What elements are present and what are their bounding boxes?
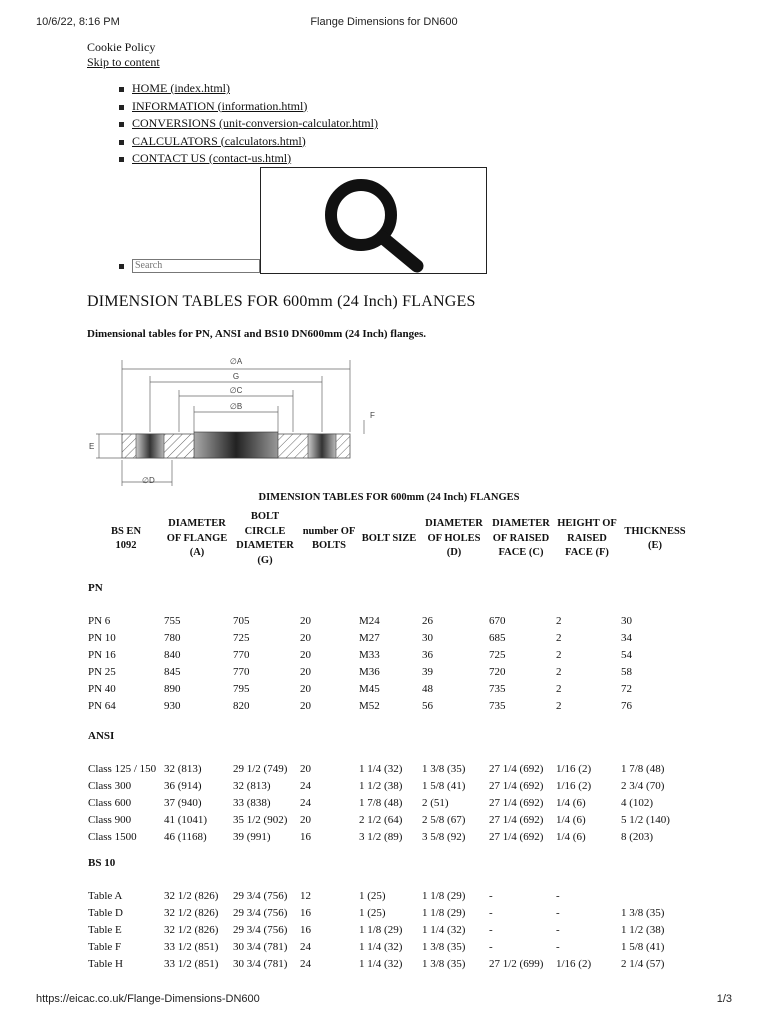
table-cell: 2 bbox=[556, 632, 562, 644]
nav-item-information bbox=[118, 98, 378, 116]
table-cell: 16 bbox=[300, 907, 311, 919]
table-caption: DIMENSION TABLES FOR 600mm (24 Inch) FLANGES bbox=[258, 492, 520, 503]
table-cell: 20 bbox=[300, 632, 311, 644]
table-cell: 735 bbox=[489, 700, 506, 712]
table-cell: - bbox=[556, 924, 560, 936]
table-cell: 1 5/8 (41) bbox=[422, 780, 466, 792]
table-cell: 24 bbox=[300, 797, 311, 809]
table-row bbox=[0, 922, 768, 938]
table-row bbox=[0, 761, 768, 777]
table-cell: - bbox=[489, 924, 493, 936]
section-label: PN bbox=[88, 582, 103, 594]
table-cell: Table F bbox=[88, 941, 122, 953]
table-cell: 1 (25) bbox=[359, 890, 386, 902]
table-cell: 1 1/4 (32) bbox=[359, 958, 403, 970]
table-cell: 2 1/2 (64) bbox=[359, 814, 403, 826]
table-cell: Class 300 bbox=[88, 780, 132, 792]
table-row bbox=[0, 829, 768, 845]
table-cell: - bbox=[556, 941, 560, 953]
table-cell: 2 bbox=[556, 615, 562, 627]
table-cell: 12 bbox=[300, 890, 311, 902]
skip-to-content-link[interactable]: Skip to content bbox=[87, 55, 160, 69]
table-cell: 930 bbox=[164, 700, 181, 712]
table-cell: Table D bbox=[88, 907, 123, 919]
nav-link-calculators[interactable]: CALCULATORS (calculators.html) bbox=[132, 133, 306, 148]
table-cell: 34 bbox=[621, 632, 632, 644]
header-thickness: THICKNESS (E) bbox=[624, 525, 686, 551]
table-cell: 1/16 (2) bbox=[556, 763, 592, 775]
table-cell: M36 bbox=[359, 666, 380, 678]
table-cell: 1 3/8 (35) bbox=[422, 958, 466, 970]
table-cell: 48 bbox=[422, 683, 433, 695]
table-cell: 30 3/4 (781) bbox=[233, 941, 288, 953]
page-title: DIMENSION TABLES FOR 600mm (24 Inch) FLANGES bbox=[87, 293, 476, 310]
nav-item-conversions bbox=[118, 115, 378, 133]
table-row bbox=[0, 939, 768, 955]
table-cell: PN 25 bbox=[88, 666, 116, 678]
table-cell: 20 bbox=[300, 763, 311, 775]
table-cell: Table E bbox=[88, 924, 122, 936]
nav-link-home[interactable]: HOME (index.html) bbox=[132, 81, 230, 95]
table-cell: M27 bbox=[359, 632, 380, 644]
table-cell: 27 1/4 (692) bbox=[489, 797, 544, 809]
table-cell: Class 600 bbox=[88, 797, 132, 809]
table-cell: 39 (991) bbox=[233, 831, 271, 843]
nav-link-conversions[interactable]: CONVERSIONS (unit-conversion-calculator.html) bbox=[132, 116, 378, 130]
table-cell: 16 bbox=[300, 924, 311, 936]
table-cell: 820 bbox=[233, 700, 250, 712]
table-cell: 1 7/8 (48) bbox=[359, 797, 403, 809]
table-row bbox=[0, 647, 768, 663]
table-cell: 36 bbox=[422, 649, 433, 661]
table-row bbox=[0, 681, 768, 697]
table-row bbox=[0, 905, 768, 921]
table-cell: M33 bbox=[359, 649, 380, 661]
table-cell: 2 1/4 (57) bbox=[621, 958, 665, 970]
table-cell: 32 (813) bbox=[233, 780, 271, 792]
table-cell: 30 bbox=[422, 632, 433, 644]
header-number-of-bolts: number OF BOLTS bbox=[302, 525, 356, 551]
table-row bbox=[0, 812, 768, 828]
table-cell: 2 (51) bbox=[422, 797, 449, 809]
table-cell: PN 10 bbox=[88, 632, 116, 644]
table-row bbox=[0, 795, 768, 811]
table-cell: 29 1/2 (749) bbox=[233, 763, 288, 775]
table-cell: 1 3/8 (35) bbox=[422, 763, 466, 775]
table-cell: 33 (838) bbox=[233, 797, 271, 809]
search-input[interactable] bbox=[132, 259, 260, 273]
label-e: E bbox=[89, 442, 95, 451]
header-flange-diameter: DIAMETER OF FLANGE (A) bbox=[166, 518, 228, 559]
table-row bbox=[0, 956, 768, 972]
table-cell: 2 bbox=[556, 700, 562, 712]
header-bolt-size: BOLT SIZE bbox=[361, 532, 417, 544]
table-cell: 35 1/2 (902) bbox=[233, 814, 288, 826]
table-cell: 725 bbox=[233, 632, 250, 644]
print-url: https://eicac.co.uk/Flange-Dimensions-DN600 bbox=[36, 993, 260, 1005]
table-cell: 1 1/2 (38) bbox=[359, 780, 403, 792]
table-cell: 33 1/2 (851) bbox=[164, 941, 219, 953]
print-header bbox=[36, 16, 732, 32]
table-cell: 1 7/8 (48) bbox=[621, 763, 665, 775]
table-cell: 16 bbox=[300, 831, 311, 843]
table-row bbox=[0, 613, 768, 629]
table-cell: 1 1/8 (29) bbox=[422, 907, 466, 919]
table-cell: 27 1/4 (692) bbox=[489, 780, 544, 792]
table-cell: 725 bbox=[489, 649, 506, 661]
table-cell: 685 bbox=[489, 632, 506, 644]
table-cell: Table H bbox=[88, 958, 123, 970]
table-cell: 1 1/4 (32) bbox=[359, 763, 403, 775]
table-row bbox=[0, 630, 768, 646]
label-dia-d: ∅D bbox=[142, 476, 155, 485]
table-cell: PN 16 bbox=[88, 649, 116, 661]
table-cell: 32 1/2 (826) bbox=[164, 890, 219, 902]
table-cell: - bbox=[556, 890, 560, 902]
table-cell: 20 bbox=[300, 814, 311, 826]
table-cell: 58 bbox=[621, 666, 632, 678]
table-row bbox=[0, 778, 768, 794]
table-header bbox=[0, 508, 768, 570]
table-cell: PN 40 bbox=[88, 683, 116, 695]
section-label: ANSI bbox=[88, 730, 115, 742]
print-datetime: 10/6/22, 8:16 PM bbox=[36, 16, 120, 28]
table-cell: 39 bbox=[422, 666, 433, 678]
table-cell: 5 1/2 (140) bbox=[621, 814, 670, 826]
table-cell: 1 1/2 (38) bbox=[621, 924, 665, 936]
table-cell: 1 1/8 (29) bbox=[359, 924, 403, 936]
table-cell: 3 1/2 (89) bbox=[359, 831, 403, 843]
table-cell: 72 bbox=[621, 683, 632, 695]
table-cell: 4 (102) bbox=[621, 797, 654, 809]
label-dia-b: ∅B bbox=[229, 402, 243, 411]
table-row bbox=[0, 888, 768, 904]
table-cell: 8 (203) bbox=[621, 831, 654, 843]
table-cell: 20 bbox=[300, 683, 311, 695]
header-bolt-circle: BOLT CIRCLE DIAMETER (G) bbox=[236, 511, 294, 566]
table-cell: 2 bbox=[556, 666, 562, 678]
table-cell: 32 1/2 (826) bbox=[164, 924, 219, 936]
table-cell: 37 (940) bbox=[164, 797, 202, 809]
header-hole-diameter: DIAMETER OF HOLES (D) bbox=[425, 518, 483, 559]
table-cell: 20 bbox=[300, 615, 311, 627]
header-raised-face-diameter: DIAMETER OF RAISED FACE (C) bbox=[492, 518, 550, 559]
table-cell: 1 1/4 (32) bbox=[359, 941, 403, 953]
table-cell: - bbox=[489, 890, 493, 902]
search-icon bbox=[261, 168, 486, 273]
table-cell: 27 1/4 (692) bbox=[489, 763, 544, 775]
table-cell: 54 bbox=[621, 649, 632, 661]
table-cell: 770 bbox=[233, 649, 250, 661]
table-cell: 845 bbox=[164, 666, 181, 678]
header-standard: BS EN 1092 bbox=[110, 525, 142, 551]
print-page-number: 1/3 bbox=[716, 993, 732, 1005]
main-nav bbox=[118, 80, 378, 168]
table-cell: 840 bbox=[164, 649, 181, 661]
table-cell: 770 bbox=[233, 666, 250, 678]
table-cell: 1 3/8 (35) bbox=[422, 941, 466, 953]
table-cell: 20 bbox=[300, 666, 311, 678]
table-cell: 29 3/4 (756) bbox=[233, 924, 288, 936]
table-cell: 27 1/4 (692) bbox=[489, 814, 544, 826]
table-cell: 20 bbox=[300, 700, 311, 712]
table-cell: 30 3/4 (781) bbox=[233, 958, 288, 970]
table-cell: 26 bbox=[422, 615, 433, 627]
table-cell: 29 3/4 (756) bbox=[233, 890, 288, 902]
label-dia-a: ∅A bbox=[229, 357, 243, 366]
table-cell: 780 bbox=[164, 632, 181, 644]
table-cell: 3 5/8 (92) bbox=[422, 831, 466, 843]
table-cell: 1 5/8 (41) bbox=[621, 941, 665, 953]
table-cell: 27 1/2 (699) bbox=[489, 958, 544, 970]
table-cell: 1/16 (2) bbox=[556, 958, 592, 970]
table-cell: 24 bbox=[300, 780, 311, 792]
nav-link-contact[interactable]: CONTACT US (contact-us.html) bbox=[132, 151, 292, 165]
table-cell: M45 bbox=[359, 683, 380, 695]
table-cell: 20 bbox=[300, 649, 311, 661]
table-cell: 2 3/4 (70) bbox=[621, 780, 665, 792]
table-row bbox=[0, 698, 768, 714]
table-cell: 33 1/2 (851) bbox=[164, 958, 219, 970]
nav-item-contact bbox=[118, 150, 378, 168]
table-cell: 24 bbox=[300, 958, 311, 970]
table-cell: 29 3/4 (756) bbox=[233, 907, 288, 919]
table-row bbox=[0, 664, 768, 680]
table-cell: 1 1/8 (29) bbox=[422, 890, 466, 902]
table-cell: M52 bbox=[359, 700, 380, 712]
table-cell: 76 bbox=[621, 700, 632, 712]
label-dia-c: ∅C bbox=[229, 386, 243, 395]
table-cell: Class 125 / 150 bbox=[88, 763, 157, 775]
nav-item-calculators bbox=[118, 133, 378, 151]
table-cell: 2 5/8 (67) bbox=[422, 814, 466, 826]
nav-item-home bbox=[118, 80, 378, 98]
table-cell: 890 bbox=[164, 683, 181, 695]
table-cell: 41 (1041) bbox=[164, 814, 208, 826]
table-cell: 1 1/4 (32) bbox=[422, 924, 466, 936]
intro-text: Dimensional tables for PN, ANSI and BS10 DN600mm (24 Inch) flanges. bbox=[87, 328, 426, 340]
table-cell: Table A bbox=[88, 890, 123, 902]
table-cell: 30 bbox=[621, 615, 632, 627]
print-footer bbox=[36, 993, 732, 1009]
table-cell: Class 900 bbox=[88, 814, 132, 826]
table-cell: 46 (1168) bbox=[164, 831, 207, 843]
table-cell: 720 bbox=[489, 666, 506, 678]
label-g: G bbox=[232, 372, 240, 381]
label-f: F bbox=[370, 411, 375, 420]
table-cell: 2 bbox=[556, 683, 562, 695]
table-cell: 705 bbox=[233, 615, 250, 627]
table-cell: 1/4 (6) bbox=[556, 831, 586, 843]
section-label: BS 10 bbox=[88, 857, 116, 869]
table-cell: 32 (813) bbox=[164, 763, 202, 775]
table-cell: PN 6 bbox=[88, 615, 111, 627]
table-cell: PN 64 bbox=[88, 700, 116, 712]
nav-link-information[interactable]: INFORMATION (information.html) bbox=[132, 98, 308, 113]
table-cell: 27 1/4 (692) bbox=[489, 831, 544, 843]
table-cell: 1 3/8 (35) bbox=[621, 907, 665, 919]
cookie-policy[interactable]: Cookie Policy bbox=[87, 40, 156, 54]
header-raised-face-height: HEIGHT OF RAISED FACE (F) bbox=[557, 518, 617, 559]
search-button[interactable] bbox=[260, 167, 487, 274]
table-cell: - bbox=[489, 941, 493, 953]
table-cell: - bbox=[489, 907, 493, 919]
table-cell: 56 bbox=[422, 700, 433, 712]
table-cell: 670 bbox=[489, 615, 506, 627]
table-cell: M24 bbox=[359, 615, 380, 627]
table-cell: 1/4 (6) bbox=[556, 797, 586, 809]
table-cell: 735 bbox=[489, 683, 506, 695]
table-cell: 36 (914) bbox=[164, 780, 202, 792]
table-cell: 32 1/2 (826) bbox=[164, 907, 219, 919]
table-cell: Class 1500 bbox=[88, 831, 137, 843]
print-title: Flange Dimensions for DN600 bbox=[310, 16, 458, 28]
table-cell: 1/4 (6) bbox=[556, 814, 586, 826]
table-cell: 755 bbox=[164, 615, 181, 627]
table-cell: 795 bbox=[233, 683, 250, 695]
table-cell: 24 bbox=[300, 941, 311, 953]
table-cell: - bbox=[556, 907, 560, 919]
table-cell: 2 bbox=[556, 649, 562, 661]
flange-diagram bbox=[86, 352, 386, 492]
table-cell: 1 (25) bbox=[359, 907, 386, 919]
table-cell: 1/16 (2) bbox=[556, 780, 592, 792]
